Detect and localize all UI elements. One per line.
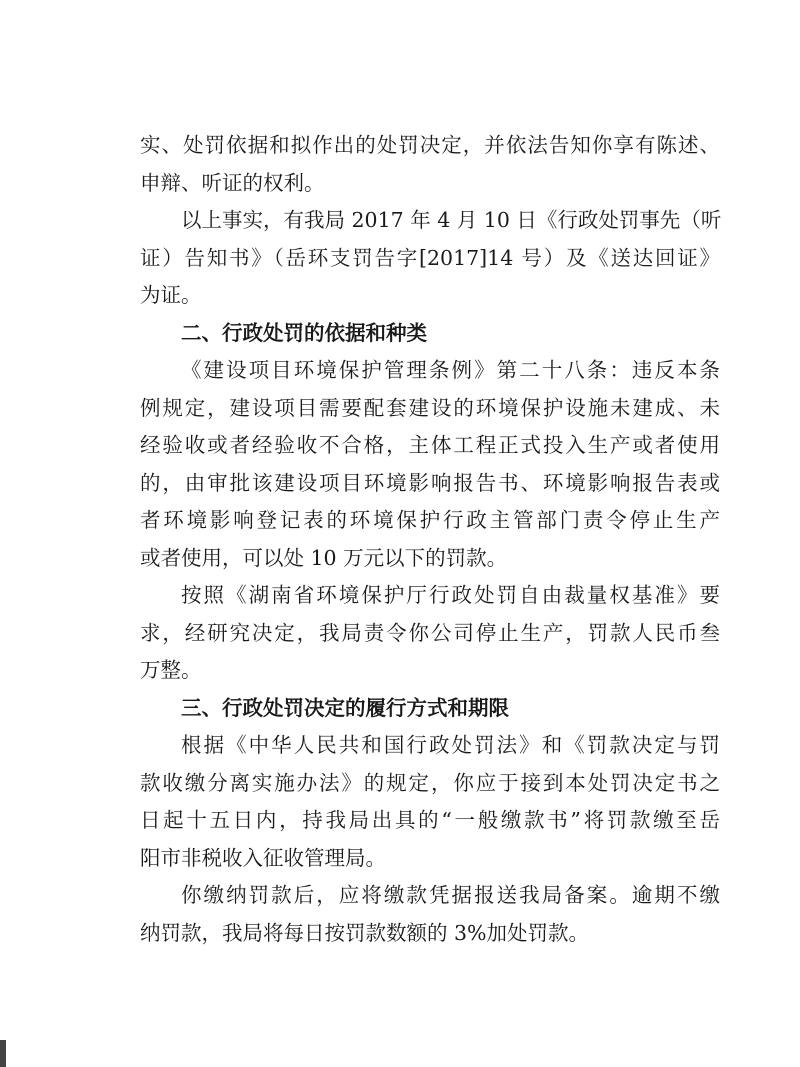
text-line: 的，由审批该建设项目环境影响报告书、环境影响报告表或 [140,470,720,495]
text-line: 日起十五日内，持我局出具的“一般缴款书”将罚款缴至岳 [140,808,720,832]
text-line: 你缴纳罚款后，应将缴款凭据报送我局备案。逾期不缴 [181,883,720,907]
scan-edge-mark [0,1040,6,1067]
text-line: 证）告知书》（岳环支罚告字[2017]14 号）及《送达回证》 [140,245,720,270]
text-line: 求，经研究决定，我局责令你公司停止生产，罚款人民币叁 [140,620,720,645]
text-line: 以上事实，有我局 2017 年 4 月 10 日《行政处罚事先（听 [181,208,722,232]
text-line: 款收缴分离实施办法》的规定，你应于接到本处罚决定书之 [140,770,720,795]
text-line: 《建设项目环境保护管理条例》第二十八条：违反本条 [181,358,720,382]
text-line: 根据《中华人民共和国行政处罚法》和《罚款决定与罚 [181,733,720,757]
section-heading: 二、行政处罚的依据和种类 [181,320,427,345]
text-line: 为证。 [140,283,202,307]
text-line: 按照《湖南省环境保护厅行政处罚自由裁量权基准》要 [181,583,720,607]
text-line: 例规定，建设项目需要配套建设的环境保护设施未建成、未 [140,395,720,420]
text-line: 阳市非税收入征收管理局。 [140,845,386,870]
text-line: 万整。 [140,658,202,682]
text-line: 实、处罚依据和拟作出的处罚决定，并依法告知你享有陈述、 [140,133,720,157]
text-line: 经验收或者经验收不合格，主体工程正式投入生产或者使用 [140,433,720,457]
text-line: 纳罚款，我局将每日按罚款数额的 3%加处罚款。 [140,920,590,945]
section-heading: 三、行政处罚决定的履行方式和期限 [181,695,509,720]
text-line: 申辩、听证的权利。 [140,170,325,195]
text-line: 或者使用，可以处 10 万元以下的罚款。 [140,545,508,570]
document-body [140,127,720,952]
text-line: 者环境影响登记表的环境保护行政主管部门责令停止生产 [140,508,720,532]
